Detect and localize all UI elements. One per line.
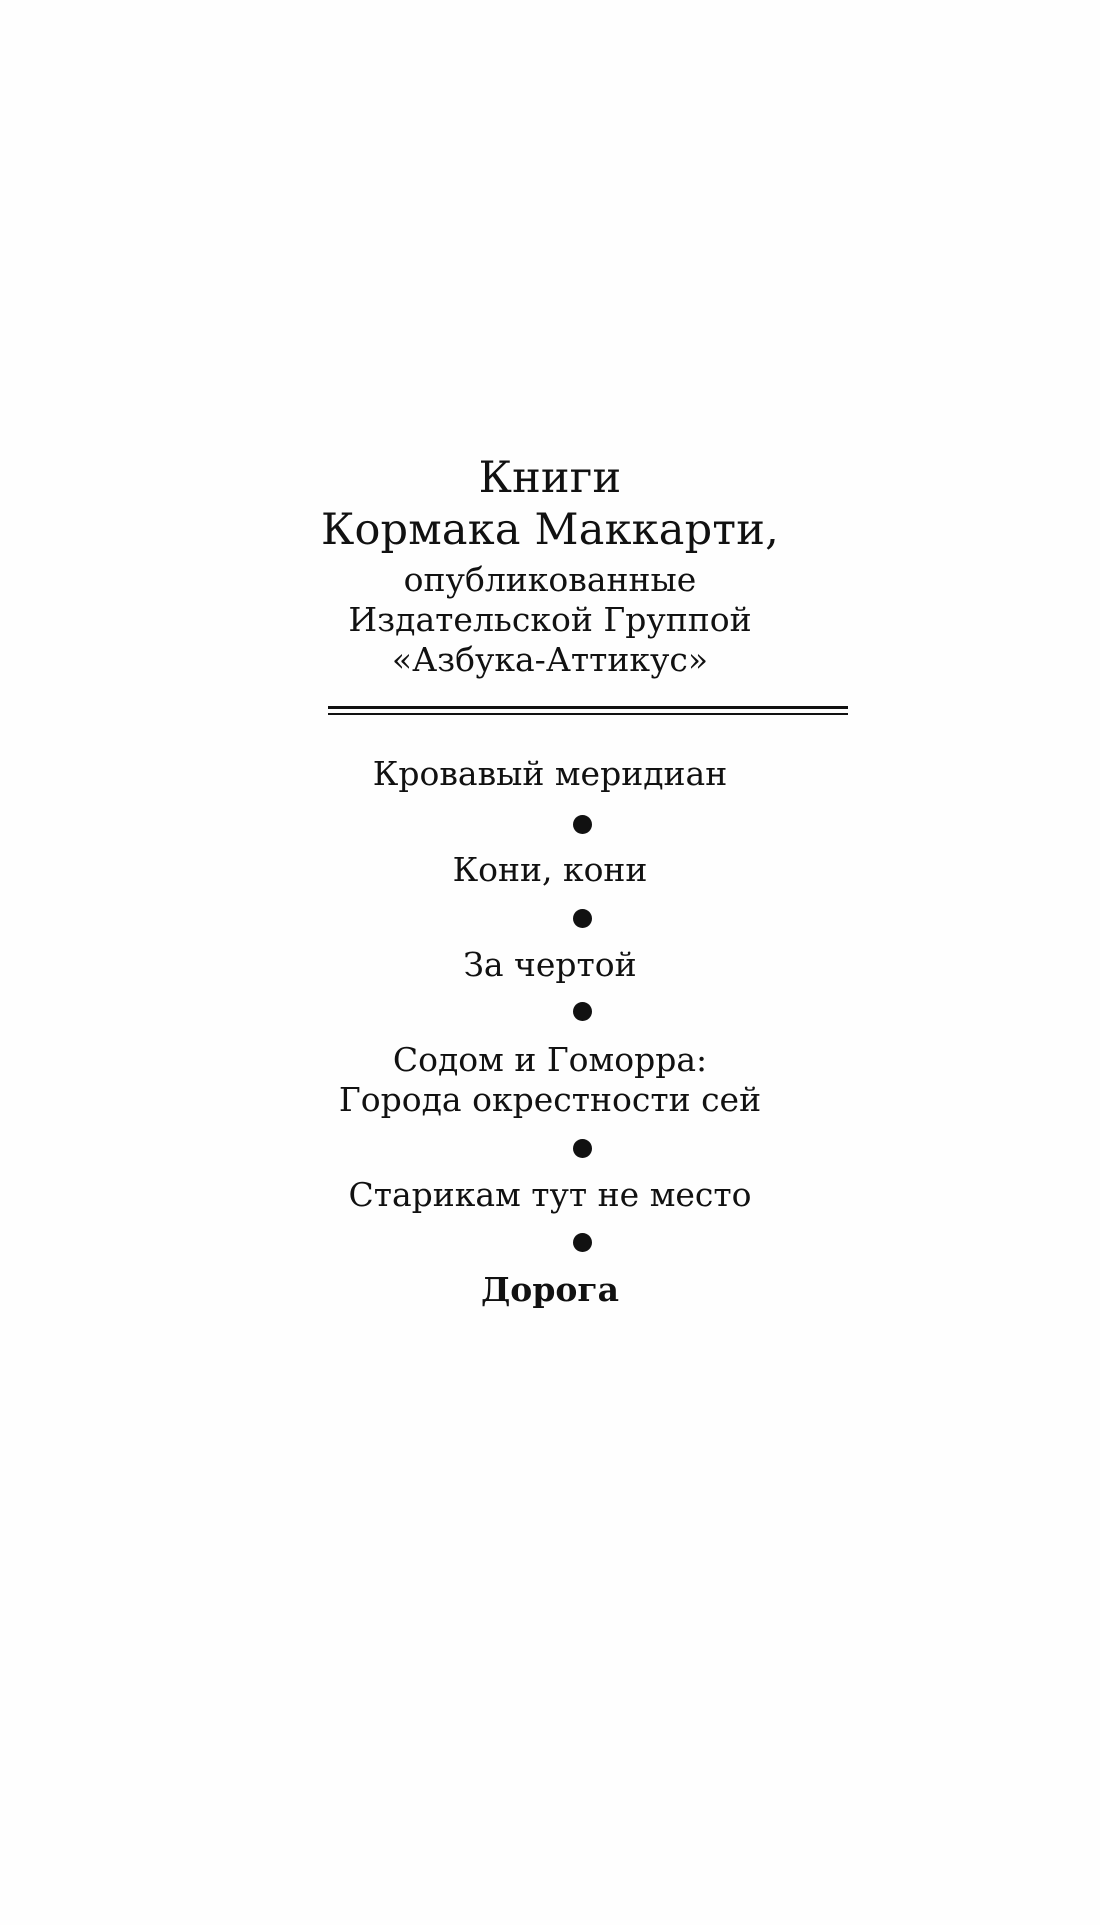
subtitle-line-3: «Азбука-Аттикус» — [391, 640, 709, 679]
book-title — [0, 850, 1100, 890]
divider-line-top — [328, 706, 848, 709]
page-heading — [0, 452, 1100, 556]
book-title-text: Содом и Гоморра: — [392, 1040, 708, 1079]
bullet-separator — [573, 1139, 592, 1158]
book-title-current — [0, 1270, 1100, 1310]
book-title — [0, 1175, 1100, 1215]
bullet-separator — [573, 1233, 592, 1252]
book-title-text: За чертой — [463, 945, 637, 984]
heading-line-1: Книги — [478, 453, 622, 503]
page-subtitle — [0, 560, 1100, 680]
book-title — [0, 754, 1100, 794]
book-title-text: Кони, кони — [452, 850, 648, 889]
book-title-text: Старикам тут не место — [348, 1175, 752, 1214]
bullet-separator — [573, 815, 592, 834]
book-title-text-line-2: Города окрестности сей — [338, 1080, 762, 1119]
book-title-text: Кровавый меридиан — [372, 754, 728, 793]
book-title-text: Дорога — [480, 1270, 620, 1309]
bullet-separator — [573, 1002, 592, 1021]
bullet-separator — [573, 909, 592, 928]
double-divider — [328, 706, 848, 715]
divider-line-bottom — [328, 713, 848, 715]
subtitle-line-1: опубликованные — [403, 560, 697, 599]
subtitle-line-2: Издательской Группой — [348, 600, 752, 639]
book-title — [0, 1040, 1100, 1120]
heading-line-2: Кормака Маккарти, — [320, 505, 780, 555]
book-title — [0, 945, 1100, 985]
